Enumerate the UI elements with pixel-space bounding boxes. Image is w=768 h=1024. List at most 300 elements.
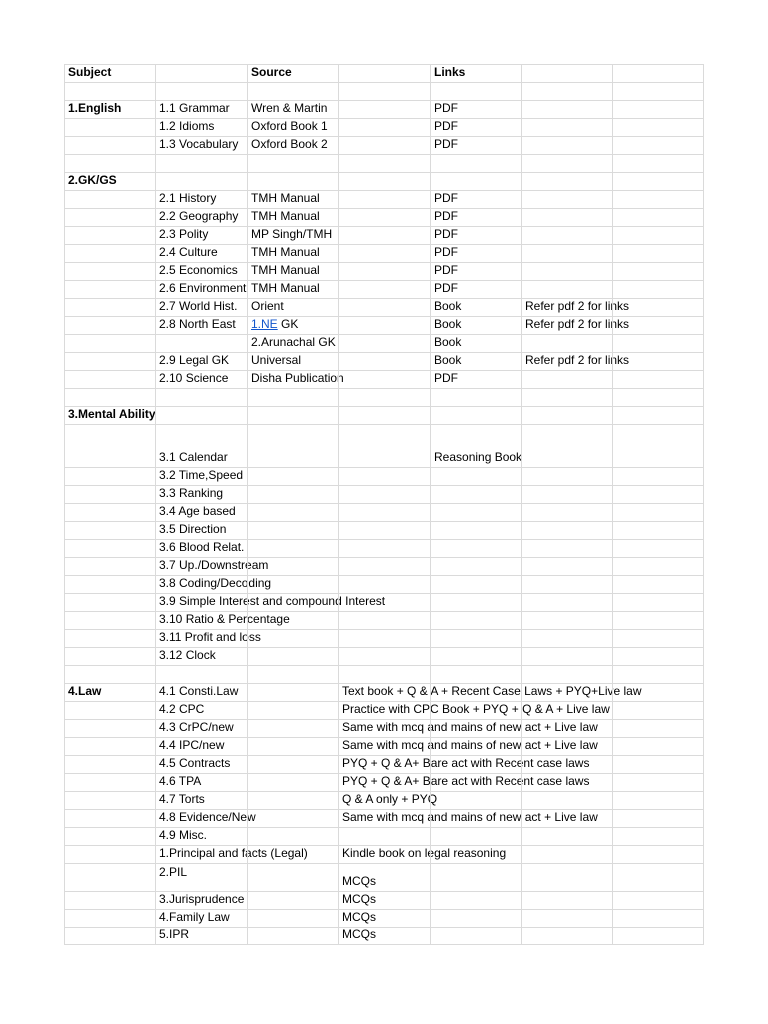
table-cell[interactable] [338, 173, 430, 190]
table-cell[interactable] [64, 65, 155, 82]
table-cell[interactable] [155, 792, 247, 809]
table-cell[interactable] [247, 486, 338, 503]
table-cell[interactable] [430, 540, 521, 557]
table-cell[interactable] [612, 846, 704, 863]
table-cell[interactable] [612, 371, 704, 388]
table-cell[interactable] [247, 666, 338, 683]
table-cell[interactable] [521, 648, 612, 665]
table-cell[interactable] [338, 468, 430, 485]
table-cell[interactable] [430, 407, 521, 424]
table-cell[interactable] [247, 65, 338, 82]
table-cell[interactable] [430, 65, 521, 82]
table-cell[interactable] [247, 630, 338, 647]
table-cell[interactable] [521, 666, 612, 683]
table-cell[interactable] [338, 594, 430, 611]
table-cell[interactable] [155, 928, 247, 944]
table-cell[interactable] [612, 191, 704, 208]
table-cell[interactable] [64, 299, 155, 316]
table-cell[interactable] [155, 407, 247, 424]
table-cell[interactable] [64, 576, 155, 593]
table-cell[interactable] [338, 407, 430, 424]
table-cell[interactable] [247, 173, 338, 190]
table-cell[interactable] [247, 594, 338, 611]
table-cell[interactable] [338, 245, 430, 262]
table-cell[interactable] [247, 317, 338, 334]
table-cell[interactable] [338, 666, 430, 683]
table-cell[interactable] [612, 119, 704, 136]
table-cell[interactable] [521, 792, 612, 809]
table-cell[interactable] [338, 371, 430, 388]
table-cell[interactable] [430, 209, 521, 226]
table-cell[interactable] [338, 846, 507, 863]
table-cell[interactable] [521, 371, 612, 388]
table-cell[interactable] [612, 425, 704, 467]
table-cell[interactable] [64, 648, 155, 665]
table-cell[interactable] [430, 281, 521, 298]
table-cell[interactable] [64, 245, 155, 262]
table-cell[interactable] [521, 774, 612, 791]
table-cell[interactable] [430, 648, 521, 665]
table-cell[interactable] [430, 864, 521, 891]
table-cell[interactable] [247, 83, 338, 100]
table-cell[interactable] [155, 594, 386, 611]
table-cell[interactable] [338, 864, 430, 891]
table-cell[interactable] [430, 137, 521, 154]
table-cell[interactable] [430, 353, 521, 370]
table-cell[interactable] [155, 137, 247, 154]
table-cell[interactable] [338, 317, 430, 334]
table-cell[interactable] [521, 630, 612, 647]
table-cell[interactable] [338, 828, 430, 845]
table-cell[interactable] [64, 702, 155, 719]
table-cell[interactable] [612, 83, 704, 100]
table-cell[interactable] [430, 155, 521, 172]
table-cell[interactable] [338, 576, 430, 593]
table-cell[interactable] [338, 612, 430, 629]
table-cell[interactable] [155, 281, 247, 298]
table-cell[interactable] [612, 522, 704, 539]
table-cell[interactable] [155, 209, 247, 226]
table-cell[interactable] [521, 486, 612, 503]
table-cell[interactable] [430, 666, 521, 683]
table-cell[interactable] [64, 353, 155, 370]
table-cell[interactable] [64, 317, 155, 334]
table-cell[interactable] [64, 756, 155, 773]
table-cell[interactable] [430, 227, 521, 244]
table-cell[interactable] [430, 892, 521, 909]
table-cell[interactable] [64, 846, 155, 863]
table-cell[interactable] [612, 101, 704, 118]
table-cell[interactable] [612, 738, 704, 755]
table-cell[interactable] [155, 522, 247, 539]
table-cell[interactable] [430, 486, 521, 503]
table-cell[interactable] [430, 119, 521, 136]
table-cell[interactable] [612, 576, 704, 593]
table-cell[interactable] [247, 774, 338, 791]
table-cell[interactable] [521, 335, 612, 352]
table-cell[interactable] [247, 702, 338, 719]
table-cell[interactable] [521, 101, 612, 118]
table-cell[interactable] [430, 558, 521, 575]
table-cell[interactable] [155, 864, 247, 891]
table-cell[interactable] [612, 810, 704, 827]
table-cell[interactable] [155, 756, 247, 773]
table-cell[interactable] [247, 353, 338, 370]
table-cell[interactable] [338, 504, 430, 521]
table-cell[interactable] [521, 576, 612, 593]
table-cell[interactable] [430, 191, 521, 208]
table-cell[interactable] [338, 720, 598, 737]
table-cell[interactable] [612, 928, 704, 944]
table-cell[interactable] [64, 612, 155, 629]
table-cell[interactable] [612, 910, 704, 927]
table-cell[interactable] [338, 191, 430, 208]
table-cell[interactable] [430, 263, 521, 280]
table-cell[interactable] [521, 245, 612, 262]
table-cell[interactable] [64, 119, 155, 136]
table-cell[interactable] [430, 504, 521, 521]
table-cell[interactable] [338, 389, 430, 406]
table-cell[interactable] [430, 371, 521, 388]
table-cell[interactable] [64, 227, 155, 244]
table-cell[interactable] [521, 846, 612, 863]
table-cell[interactable] [521, 828, 612, 845]
table-cell[interactable] [521, 720, 612, 737]
table-cell[interactable] [64, 137, 155, 154]
table-cell[interactable] [430, 101, 521, 118]
table-cell[interactable] [612, 263, 704, 280]
table-cell[interactable] [155, 720, 247, 737]
table-cell[interactable] [64, 892, 155, 909]
table-cell[interactable] [155, 335, 247, 352]
table-cell[interactable] [612, 486, 704, 503]
table-cell[interactable] [430, 846, 521, 863]
table-cell[interactable] [430, 828, 521, 845]
table-cell[interactable] [430, 720, 521, 737]
table-cell[interactable] [521, 209, 612, 226]
table-cell[interactable] [247, 263, 338, 280]
table-cell[interactable] [64, 263, 155, 280]
table-cell[interactable] [612, 245, 704, 262]
table-cell[interactable] [612, 756, 704, 773]
table-cell[interactable] [247, 810, 338, 827]
table-cell[interactable] [612, 468, 704, 485]
table-cell[interactable] [247, 612, 338, 629]
table-cell[interactable] [155, 263, 247, 280]
table-cell[interactable] [521, 504, 612, 521]
table-cell[interactable] [64, 864, 155, 891]
table-cell[interactable] [247, 792, 338, 809]
cell-link[interactable]: 1.NE [251, 317, 278, 331]
table-cell[interactable] [338, 119, 430, 136]
table-cell[interactable] [338, 540, 430, 557]
table-cell[interactable] [64, 594, 155, 611]
table-cell[interactable] [338, 756, 590, 773]
table-cell[interactable] [430, 245, 521, 262]
table-cell[interactable] [338, 910, 430, 927]
table-cell[interactable] [64, 810, 155, 827]
table-cell[interactable] [521, 155, 612, 172]
table-cell[interactable] [247, 101, 338, 118]
table-cell[interactable] [521, 137, 612, 154]
table-cell[interactable] [521, 191, 612, 208]
table-cell[interactable] [521, 83, 612, 100]
table-cell[interactable] [155, 684, 247, 701]
table-cell[interactable] [247, 738, 338, 755]
table-cell[interactable] [612, 155, 704, 172]
table-cell[interactable] [155, 155, 247, 172]
table-cell[interactable] [430, 738, 521, 755]
table-cell[interactable] [155, 299, 247, 316]
table-cell[interactable] [247, 504, 338, 521]
table-cell[interactable] [521, 540, 612, 557]
table-cell[interactable] [64, 558, 155, 575]
table-cell[interactable] [612, 317, 704, 334]
table-cell[interactable] [521, 702, 612, 719]
table-cell[interactable] [247, 892, 338, 909]
table-cell[interactable] [155, 774, 247, 791]
table-cell[interactable] [521, 407, 612, 424]
table-cell[interactable] [155, 576, 272, 593]
table-cell[interactable] [612, 281, 704, 298]
table-cell[interactable] [430, 299, 521, 316]
table-cell[interactable] [155, 191, 247, 208]
table-cell[interactable] [521, 684, 612, 701]
table-cell[interactable] [612, 299, 704, 316]
table-cell[interactable] [338, 892, 430, 909]
table-cell[interactable] [247, 828, 338, 845]
table-cell[interactable] [64, 630, 155, 647]
table-cell[interactable] [247, 558, 338, 575]
table-cell[interactable] [64, 335, 155, 352]
table-cell[interactable] [521, 810, 612, 827]
table-cell[interactable] [338, 425, 430, 467]
table-cell[interactable] [338, 558, 430, 575]
table-cell[interactable] [430, 810, 521, 827]
table-cell[interactable] [430, 522, 521, 539]
table-cell[interactable] [155, 389, 247, 406]
table-cell[interactable] [612, 65, 704, 82]
table-cell[interactable] [155, 353, 247, 370]
table-cell[interactable] [64, 101, 155, 118]
table-cell[interactable] [247, 576, 338, 593]
table-cell[interactable] [338, 101, 430, 118]
table-cell[interactable] [521, 227, 612, 244]
table-cell[interactable] [338, 810, 598, 827]
table-cell[interactable] [430, 928, 521, 944]
table-cell[interactable] [612, 389, 704, 406]
table-cell[interactable] [247, 684, 338, 701]
table-cell[interactable] [430, 173, 521, 190]
table-cell[interactable] [338, 774, 590, 791]
table-cell[interactable] [155, 630, 261, 647]
table-cell[interactable] [155, 101, 247, 118]
table-cell[interactable] [155, 425, 247, 467]
table-cell[interactable] [338, 335, 430, 352]
table-cell[interactable] [430, 468, 521, 485]
table-cell[interactable] [338, 299, 430, 316]
table-cell[interactable] [155, 371, 247, 388]
table-cell[interactable] [612, 828, 704, 845]
table-cell[interactable] [521, 864, 612, 891]
table-cell[interactable] [64, 540, 155, 557]
table-cell[interactable] [430, 910, 521, 927]
table-cell[interactable] [64, 522, 155, 539]
table-cell[interactable] [612, 540, 704, 557]
table-cell[interactable] [338, 281, 430, 298]
table-cell[interactable] [612, 594, 704, 611]
table-cell[interactable] [612, 774, 704, 791]
table-cell[interactable] [521, 65, 612, 82]
table-cell[interactable] [612, 684, 704, 701]
table-cell[interactable] [247, 864, 338, 891]
table-cell[interactable] [64, 504, 155, 521]
table-cell[interactable] [247, 756, 338, 773]
table-cell[interactable] [612, 648, 704, 665]
table-cell[interactable] [64, 468, 155, 485]
table-cell[interactable] [155, 65, 247, 82]
table-cell[interactable] [64, 209, 155, 226]
table-cell[interactable] [64, 407, 155, 424]
table-cell[interactable] [247, 191, 338, 208]
table-cell[interactable] [247, 281, 338, 298]
table-cell[interactable] [338, 684, 642, 701]
table-cell[interactable] [247, 335, 338, 352]
table-cell[interactable] [155, 810, 256, 827]
table-cell[interactable] [247, 389, 338, 406]
table-cell[interactable] [247, 407, 338, 424]
table-cell[interactable] [430, 612, 521, 629]
table-cell[interactable] [338, 522, 430, 539]
table-cell[interactable] [155, 702, 247, 719]
table-cell[interactable] [521, 612, 612, 629]
table-cell[interactable] [612, 720, 704, 737]
table-cell[interactable] [521, 119, 612, 136]
table-cell[interactable] [155, 504, 247, 521]
table-cell[interactable] [430, 335, 521, 352]
table-cell[interactable] [247, 227, 338, 244]
table-cell[interactable] [64, 774, 155, 791]
table-cell[interactable] [612, 892, 704, 909]
table-cell[interactable] [338, 83, 430, 100]
table-cell[interactable] [64, 425, 155, 467]
table-cell[interactable] [521, 892, 612, 909]
table-cell[interactable] [430, 792, 521, 809]
table-cell[interactable] [521, 317, 630, 334]
table-cell[interactable] [64, 389, 155, 406]
table-cell[interactable] [430, 317, 521, 334]
table-cell[interactable] [338, 227, 430, 244]
table-cell[interactable] [338, 486, 430, 503]
table-cell[interactable] [155, 910, 247, 927]
table-cell[interactable] [247, 155, 338, 172]
table-cell[interactable] [247, 910, 338, 927]
table-cell[interactable] [612, 864, 704, 891]
table-cell[interactable] [612, 353, 704, 370]
table-cell[interactable] [155, 468, 247, 485]
table-cell[interactable] [521, 389, 612, 406]
table-cell[interactable] [338, 648, 430, 665]
table-cell[interactable] [338, 137, 430, 154]
table-cell[interactable] [338, 155, 430, 172]
table-cell[interactable] [430, 576, 521, 593]
table-cell[interactable] [247, 720, 338, 737]
table-cell[interactable] [64, 738, 155, 755]
table-cell[interactable] [247, 522, 338, 539]
table-cell[interactable] [64, 828, 155, 845]
table-cell[interactable] [612, 558, 704, 575]
table-cell[interactable] [521, 299, 630, 316]
table-cell[interactable] [521, 173, 612, 190]
table-cell[interactable] [612, 173, 704, 190]
table-cell[interactable] [64, 666, 155, 683]
table-cell[interactable] [247, 119, 338, 136]
table-cell[interactable] [521, 522, 612, 539]
table-cell[interactable] [521, 263, 612, 280]
table-cell[interactable] [430, 83, 521, 100]
table-cell[interactable] [247, 209, 338, 226]
table-cell[interactable] [612, 137, 704, 154]
table-cell[interactable] [430, 702, 521, 719]
table-cell[interactable] [338, 630, 430, 647]
table-cell[interactable] [338, 928, 430, 944]
table-cell[interactable] [612, 209, 704, 226]
table-cell[interactable] [64, 83, 155, 100]
table-cell[interactable] [521, 928, 612, 944]
table-cell[interactable] [521, 756, 612, 773]
table-cell[interactable] [247, 371, 344, 388]
table-cell[interactable] [612, 335, 704, 352]
table-cell[interactable] [521, 353, 630, 370]
table-cell[interactable] [612, 666, 704, 683]
table-cell[interactable] [430, 594, 521, 611]
table-cell[interactable] [521, 910, 612, 927]
table-cell[interactable] [155, 648, 247, 665]
table-cell[interactable] [64, 720, 155, 737]
table-cell[interactable] [247, 299, 338, 316]
table-cell[interactable] [338, 65, 430, 82]
table-cell[interactable] [338, 702, 610, 719]
table-cell[interactable] [64, 155, 155, 172]
table-cell[interactable] [155, 846, 308, 863]
table-cell[interactable] [155, 666, 247, 683]
table-cell[interactable] [430, 389, 521, 406]
table-cell[interactable] [155, 173, 247, 190]
table-cell[interactable] [64, 281, 155, 298]
table-cell[interactable] [155, 227, 247, 244]
table-cell[interactable] [430, 684, 521, 701]
table-cell[interactable] [430, 756, 521, 773]
table-cell[interactable] [612, 792, 704, 809]
table-cell[interactable] [64, 173, 155, 190]
table-cell[interactable] [521, 281, 612, 298]
table-cell[interactable] [64, 928, 155, 944]
table-cell[interactable] [155, 83, 247, 100]
table-cell[interactable] [338, 209, 430, 226]
table-cell[interactable] [430, 630, 521, 647]
table-cell[interactable] [521, 738, 612, 755]
table-cell[interactable] [155, 892, 247, 909]
table-cell[interactable] [338, 353, 430, 370]
table-cell[interactable] [155, 119, 247, 136]
table-cell[interactable] [612, 407, 704, 424]
table-cell[interactable] [64, 191, 155, 208]
table-cell[interactable] [521, 425, 612, 467]
table-cell[interactable] [430, 774, 521, 791]
table-cell[interactable] [430, 425, 521, 467]
table-cell[interactable] [64, 910, 155, 927]
table-cell[interactable] [247, 540, 338, 557]
